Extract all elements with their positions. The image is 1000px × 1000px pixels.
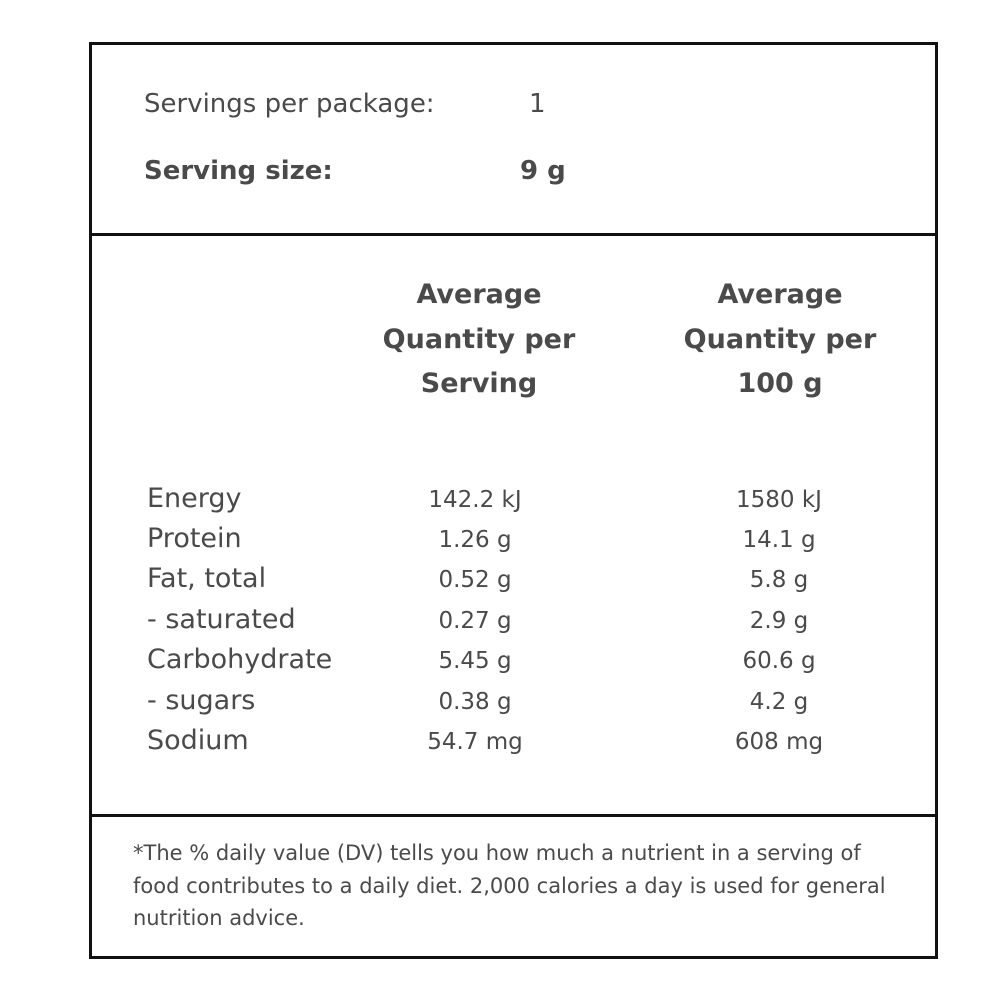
servings-per-package-label: Servings per package: [144,89,435,119]
nutrient-per-serving: 1.26 g [438,527,512,553]
nutrient-name: Protein [147,523,242,554]
divider-bottom [92,814,935,817]
nutrient-name: - saturated [147,604,296,635]
nutrient-per-100g: 4.2 g [749,689,809,715]
column-header-line: Quantity per [683,323,877,355]
column-header-per-100g [660,273,900,407]
nutrient-per-serving: 0.38 g [438,689,512,715]
column-header-line: Average [717,279,843,310]
column-header-line: Average [416,279,542,310]
nutrient-per-100g: 14.1 g [742,527,816,553]
nutrient-per-serving: 5.45 g [438,648,512,674]
nutrient-name: Carbohydrate [147,644,333,675]
footnote: *The % daily value (DV) tells you how much a nutrient in a serving of food contributes to a daily diet. 2,000 calories a day is used for general nutrition advice. [133,841,886,930]
nutrient-per-100g: 1580 kJ [736,487,822,513]
nutrient-per-serving: 142.2 kJ [428,487,522,513]
nutrient-per-serving: 54.7 mg [427,729,523,755]
nutrient-per-100g: 608 mg [734,729,824,755]
column-header-line: Quantity per [382,323,576,355]
column-header-line: 100 g [737,368,823,399]
nutrient-name: Energy [147,483,242,514]
nutrient-name: - sugars [147,685,256,716]
nutrient-per-100g: 60.6 g [742,648,816,674]
divider-top [92,233,935,236]
column-header-line: Serving [420,368,538,399]
nutrient-per-serving: 0.52 g [438,567,512,593]
nutrient-per-serving: 0.27 g [438,608,512,634]
nutrition-panel [89,42,938,959]
nutrient-name: Fat, total [147,563,267,594]
column-header-per-serving [359,273,599,407]
nutrient-per-100g: 2.9 g [749,608,809,634]
nutrient-name: Sodium [147,725,249,756]
servings-per-package-value: 1 [529,89,546,119]
nutrient-per-100g: 5.8 g [749,567,809,593]
serving-size-value: 9 g [520,156,566,186]
serving-size-label: Serving size: [144,156,333,186]
